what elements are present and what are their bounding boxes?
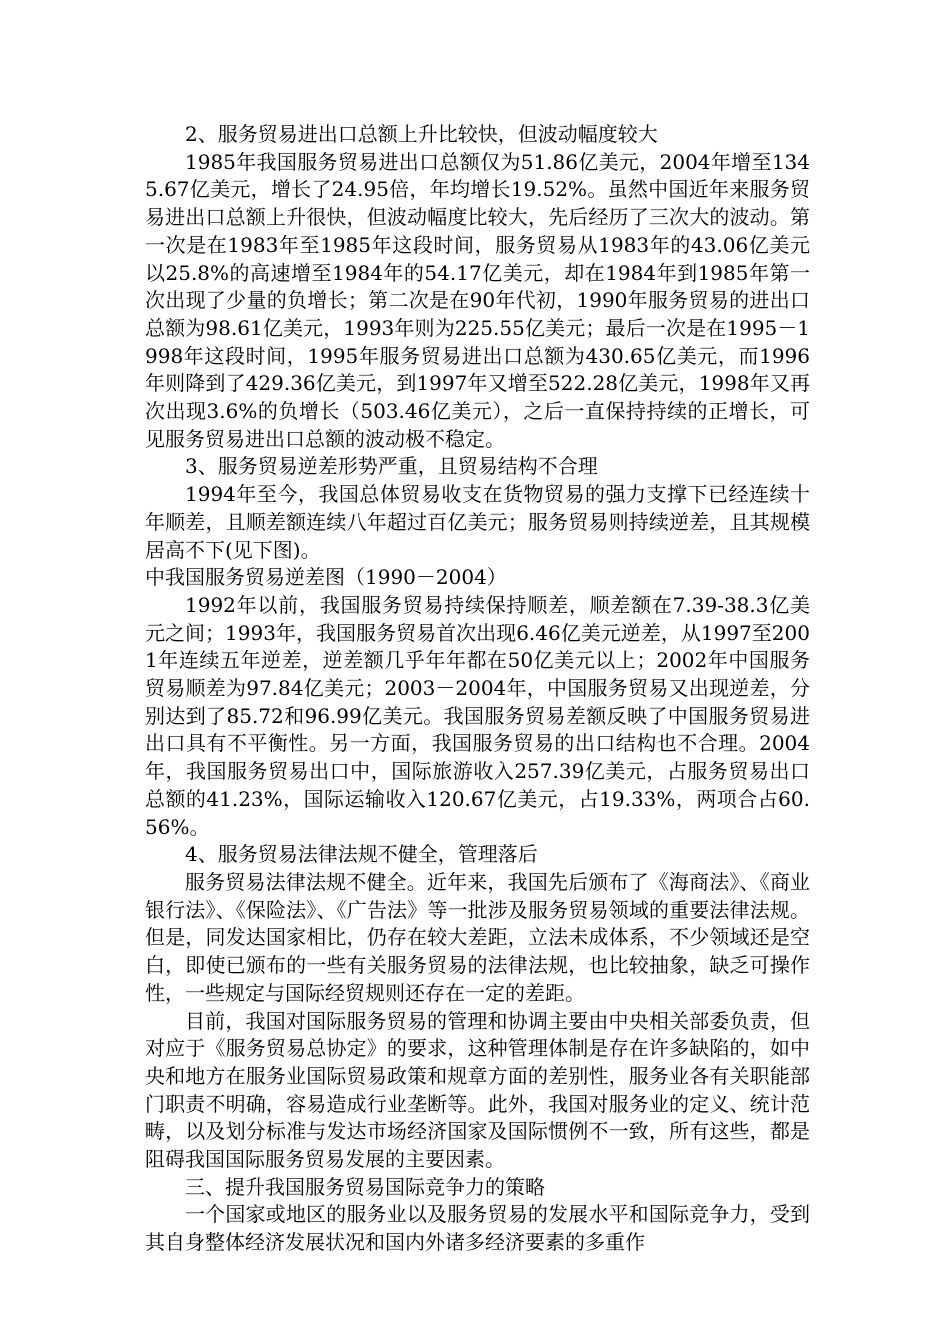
section-heading-4: 4、服务贸易法律法规不健全，管理落后	[185, 842, 538, 867]
section-heading-3: 3、服务贸易逆差形势严重，且贸易结构不合理	[185, 454, 598, 479]
section-heading-three: 三、提升我国服务贸易国际竞争力的策略	[185, 1174, 545, 1199]
body-paragraph: 1985年我国服务贸易进出口总额仅为51.86亿美元，2004年增至1345.67亿美元，增长了24.95倍，年均增长19.52%。虽然中国近年来服务贸易进出口总额上升很快，但波动幅度比较大，先后经历了三次大的波动。第一次是在1983年至1985年这段时间，服务贸易从1983年的43.06亿美元以25.8%的高速增至1984年的54.17亿美元，却在1984年到1985年第一次出现了少量的负增长；第二次是在90年代初，1990年服务贸易的进出口总额为98.61亿美元，1993年则为225.55亿美元；最后一次是在1995－1998年这段时间，1995年服务贸易进出口总额为430.65亿美元，而1996年则降到了429.36亿美元，到1997年又增至522.28亿美元，1998年又再次出现3.6%的负增长（503.46亿美元），之后一直保持持续的正增长，可见服务贸易进出口总额的波动极不稳定。	[145, 149, 810, 451]
body-paragraph: 服务贸易法律法规不健全。近年来，我国先后颁布了《海商法》、《商业银行法》、《保险法》、《广告法》等一批涉及服务贸易领域的重要法律法规。但是，同发达国家相比，仍存在较大差距，立法未成体系，不少领域还是空白，即使已颁布的一些有关服务贸易的法律法规，也比较抽象，缺乏可操作性，一些规定与国际经贸规则还存在一定的差距。	[145, 869, 810, 1005]
figure-caption: 中我国服务贸易逆差图（1990－2004）	[145, 565, 507, 590]
body-paragraph: 目前，我国对国际服务贸易的管理和协调主要由中央相关部委负责，但对应于《服务贸易总协定》的要求，这种管理体制是存在许多缺陷的，如中央和地方在服务业国际贸易政策和规章方面的差别性，服务业各有关职能部门职责不明确，容易造成行业垄断等。此外，我国对服务业的定义、统计范畴，以及划分标准与发达市场经济国家及国际惯例不一致，所有这些，都是阻碍我国国际服务贸易发展的主要因素。	[145, 1008, 810, 1172]
body-paragraph: 1994年至今，我国总体贸易收支在货物贸易的强力支撑下已经连续十年顺差，且顺差额连续八年超过百亿美元；服务贸易则持续逆差，且其规模居高不下(见下图)。	[145, 482, 810, 562]
document-page	[145, 121, 810, 1257]
body-paragraph: 1992年以前，我国服务贸易持续保持顺差，顺差额在7.39-38.3亿美元之间；1993年，我国服务贸易首次出现6.46亿美元逆差，从1997至2001年连续五年逆差，逆差额几乎年年都在50亿美元以上；2002年中国服务贸易顺差为97.84亿美元；2003－2004年，中国服务贸易又出现逆差，分别达到了85.72和96.99亿美元。我国服务贸易差额反映了中国服务贸易进出口具有不平衡性。另一方面，我国服务贸易的出口结构也不合理。2004年，我国服务贸易出口中，国际旅游收入257.39亿美元，占服务贸易出口总额的41.23%，国际运输收入120.67亿美元，占19.33%，两项合占60.56%。	[145, 592, 810, 839]
body-paragraph: 一个国家或地区的服务业以及服务贸易的发展水平和国际竞争力，受到其自身整体经济发展状况和国内外诸多经济要素的多重作	[145, 1202, 810, 1255]
section-heading-2: 2、服务贸易进出口总额上升比较快，但波动幅度较大	[185, 122, 658, 146]
